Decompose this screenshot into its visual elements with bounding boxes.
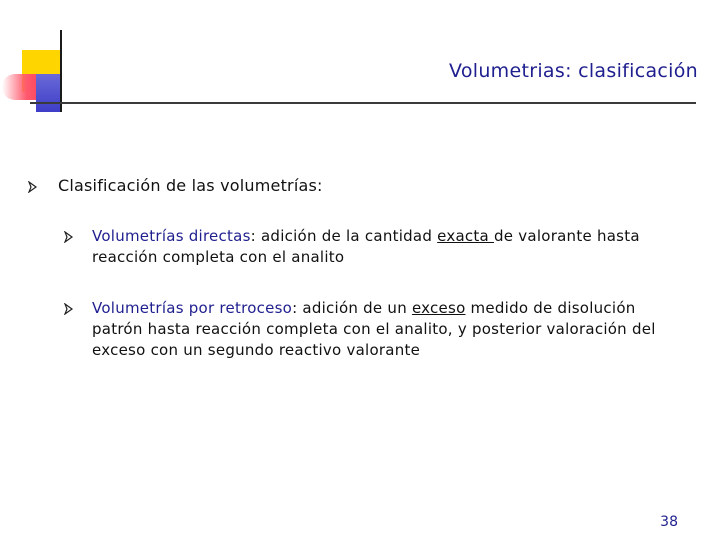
item-text: : adición de la cantidad [250,227,438,245]
list-item-text [92,226,682,268]
logo-blue-square [36,74,62,112]
item-text: medido de disolución patrón hasta reacción completa con el analito, y posterior valoración del exceso con un segundo reactivo valorante [92,299,656,359]
emphasis-text: exceso [411,299,466,317]
arrow-bullet-icon [28,181,38,193]
slide-title: Volumetrias: clasificación [449,60,698,82]
arrow-bullet-icon [64,303,74,315]
title-divider [30,102,696,104]
list-item [64,298,682,361]
emphasis-text: exacta [437,227,495,245]
arrow-bullet-icon [64,231,74,243]
item-text: de valorante hasta reacción completa con el analito [92,227,640,266]
main-bullet [28,176,323,196]
item-text: : adición de un [292,299,412,317]
list-item [64,226,682,268]
logo-vertical-line [60,30,62,112]
page-number: 38 [660,514,678,530]
list-item-text [92,298,682,361]
main-bullet-text: Clasificación de las volumetrías: [58,176,323,195]
term-label: Volumetrías directas [92,227,251,245]
term-label: Volumetrías por retroceso [92,299,293,317]
